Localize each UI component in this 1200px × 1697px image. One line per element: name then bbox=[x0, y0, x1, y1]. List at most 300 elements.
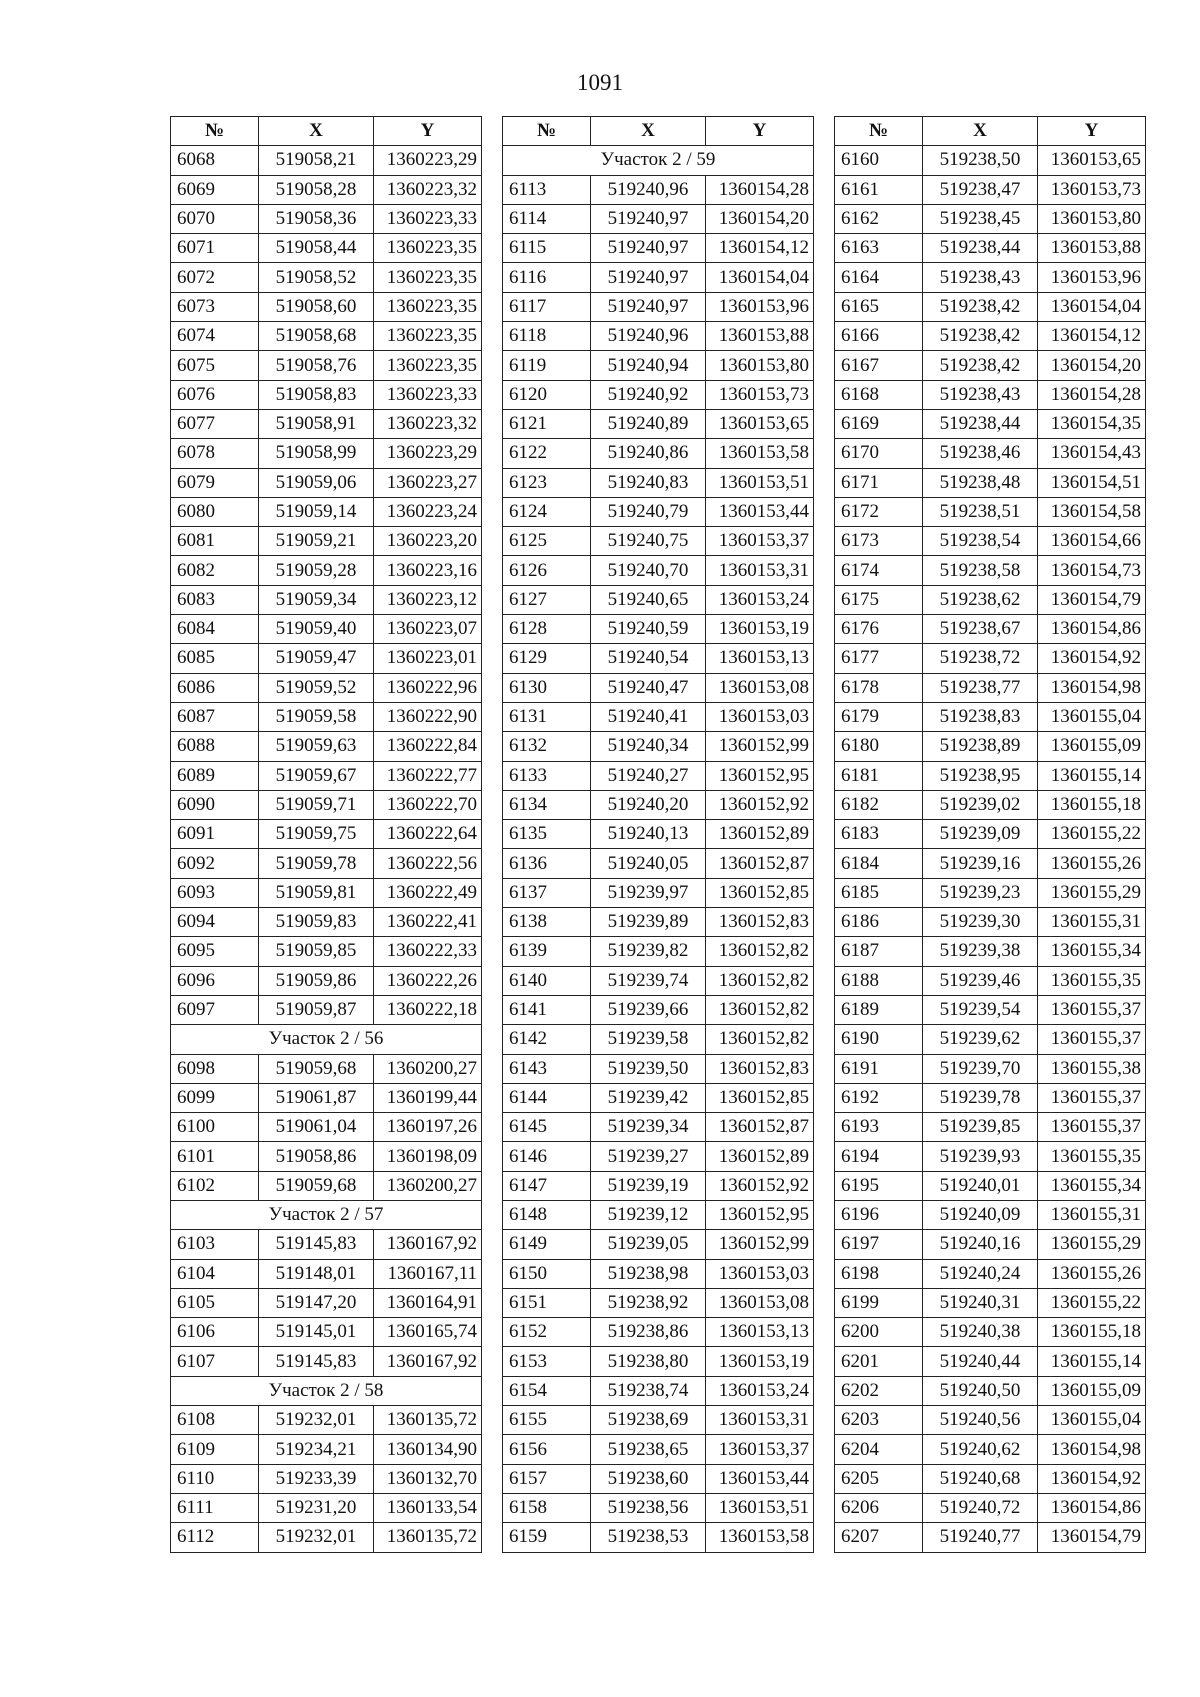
point-number-cell: 6078 bbox=[171, 439, 259, 468]
x-coordinate-cell: 519240,56 bbox=[923, 1406, 1038, 1435]
table-row bbox=[835, 878, 1146, 907]
point-number-cell: 6207 bbox=[835, 1523, 923, 1552]
y-coordinate-cell: 1360165,74 bbox=[374, 1318, 482, 1347]
x-coordinate-cell: 519145,83 bbox=[259, 1230, 374, 1259]
point-number-cell: 6115 bbox=[503, 234, 591, 263]
point-number-cell: 6174 bbox=[835, 556, 923, 585]
y-coordinate-cell: 1360153,03 bbox=[706, 1259, 814, 1288]
point-number-cell: 6137 bbox=[503, 878, 591, 907]
x-coordinate-cell: 519059,14 bbox=[259, 497, 374, 526]
y-coordinate-cell: 1360154,92 bbox=[1038, 644, 1146, 673]
point-number-cell: 6166 bbox=[835, 322, 923, 351]
point-number-cell: 6184 bbox=[835, 849, 923, 878]
table-row bbox=[171, 204, 482, 233]
y-coordinate-cell: 1360153,13 bbox=[706, 1318, 814, 1347]
point-number-cell: 6147 bbox=[503, 1171, 591, 1200]
x-coordinate-cell: 519239,30 bbox=[923, 908, 1038, 937]
table-row bbox=[503, 1083, 814, 1112]
table-row bbox=[171, 1113, 482, 1142]
x-coordinate-cell: 519239,58 bbox=[591, 1025, 706, 1054]
y-coordinate-cell: 1360222,77 bbox=[374, 761, 482, 790]
x-coordinate-cell: 519239,16 bbox=[923, 849, 1038, 878]
y-coordinate-cell: 1360153,44 bbox=[706, 1464, 814, 1493]
x-coordinate-cell: 519239,09 bbox=[923, 820, 1038, 849]
y-coordinate-cell: 1360154,58 bbox=[1038, 497, 1146, 526]
point-number-cell: 6196 bbox=[835, 1200, 923, 1229]
table-row bbox=[835, 673, 1146, 702]
y-coordinate-cell: 1360223,07 bbox=[374, 615, 482, 644]
point-number-cell: 6072 bbox=[171, 263, 259, 292]
x-coordinate-cell: 519239,23 bbox=[923, 878, 1038, 907]
point-number-cell: 6120 bbox=[503, 380, 591, 409]
table-row bbox=[835, 966, 1146, 995]
table-row bbox=[835, 497, 1146, 526]
x-coordinate-cell: 519059,78 bbox=[259, 849, 374, 878]
point-number-cell: 6169 bbox=[835, 409, 923, 438]
x-coordinate-cell: 519059,52 bbox=[259, 673, 374, 702]
x-coordinate-cell: 519238,42 bbox=[923, 292, 1038, 321]
table-body bbox=[503, 146, 814, 1552]
y-coordinate-cell: 1360167,11 bbox=[374, 1259, 482, 1288]
x-coordinate-cell: 519059,21 bbox=[259, 527, 374, 556]
table-row bbox=[503, 468, 814, 497]
point-number-cell: 6081 bbox=[171, 527, 259, 556]
x-coordinate-cell: 519240,54 bbox=[591, 644, 706, 673]
column-header-no: № bbox=[171, 117, 259, 146]
y-coordinate-cell: 1360153,44 bbox=[706, 497, 814, 526]
header-row bbox=[835, 117, 1146, 146]
table-row bbox=[503, 644, 814, 673]
x-coordinate-cell: 519238,77 bbox=[923, 673, 1038, 702]
point-number-cell: 6087 bbox=[171, 702, 259, 731]
table-row bbox=[171, 527, 482, 556]
y-coordinate-cell: 1360153,08 bbox=[706, 1288, 814, 1317]
point-number-cell: 6133 bbox=[503, 761, 591, 790]
point-number-cell: 6139 bbox=[503, 937, 591, 966]
table-row bbox=[171, 1318, 482, 1347]
point-number-cell: 6079 bbox=[171, 468, 259, 497]
column-header-x: X bbox=[591, 117, 706, 146]
table-row bbox=[835, 380, 1146, 409]
x-coordinate-cell: 519240,41 bbox=[591, 702, 706, 731]
y-coordinate-cell: 1360153,73 bbox=[706, 380, 814, 409]
table-row bbox=[835, 468, 1146, 497]
y-coordinate-cell: 1360153,31 bbox=[706, 1406, 814, 1435]
y-coordinate-cell: 1360223,32 bbox=[374, 175, 482, 204]
y-coordinate-cell: 1360153,96 bbox=[706, 292, 814, 321]
y-coordinate-cell: 1360153,19 bbox=[706, 615, 814, 644]
table-row bbox=[171, 292, 482, 321]
y-coordinate-cell: 1360155,37 bbox=[1038, 1025, 1146, 1054]
y-coordinate-cell: 1360200,27 bbox=[374, 1171, 482, 1200]
x-coordinate-cell: 519238,65 bbox=[591, 1435, 706, 1464]
x-coordinate-cell: 519238,44 bbox=[923, 409, 1038, 438]
table-row bbox=[835, 1406, 1146, 1435]
x-coordinate-cell: 519240,38 bbox=[923, 1318, 1038, 1347]
x-coordinate-cell: 519238,74 bbox=[591, 1376, 706, 1405]
point-number-cell: 6107 bbox=[171, 1347, 259, 1376]
x-coordinate-cell: 519240,97 bbox=[591, 204, 706, 233]
point-number-cell: 6156 bbox=[503, 1435, 591, 1464]
point-number-cell: 6104 bbox=[171, 1259, 259, 1288]
table-row bbox=[171, 878, 482, 907]
y-coordinate-cell: 1360153,19 bbox=[706, 1347, 814, 1376]
y-coordinate-cell: 1360153,88 bbox=[1038, 234, 1146, 263]
point-number-cell: 6190 bbox=[835, 1025, 923, 1054]
x-coordinate-cell: 519059,68 bbox=[259, 1054, 374, 1083]
x-coordinate-cell: 519240,70 bbox=[591, 556, 706, 585]
x-coordinate-cell: 519238,62 bbox=[923, 585, 1038, 614]
y-coordinate-cell: 1360223,01 bbox=[374, 644, 482, 673]
y-coordinate-cell: 1360153,24 bbox=[706, 585, 814, 614]
y-coordinate-cell: 1360167,92 bbox=[374, 1230, 482, 1259]
point-number-cell: 6119 bbox=[503, 351, 591, 380]
y-coordinate-cell: 1360153,08 bbox=[706, 673, 814, 702]
table-row bbox=[835, 1318, 1146, 1347]
point-number-cell: 6130 bbox=[503, 673, 591, 702]
section-row bbox=[171, 1200, 482, 1229]
y-coordinate-cell: 1360154,79 bbox=[1038, 585, 1146, 614]
point-number-cell: 6202 bbox=[835, 1376, 923, 1405]
point-number-cell: 6109 bbox=[171, 1435, 259, 1464]
table-row bbox=[171, 263, 482, 292]
page-number: 1091 bbox=[577, 70, 623, 95]
point-number-cell: 6106 bbox=[171, 1318, 259, 1347]
x-coordinate-cell: 519238,58 bbox=[923, 556, 1038, 585]
table-row bbox=[503, 322, 814, 351]
y-coordinate-cell: 1360155,22 bbox=[1038, 820, 1146, 849]
point-number-cell: 6131 bbox=[503, 702, 591, 731]
x-coordinate-cell: 519059,40 bbox=[259, 615, 374, 644]
point-number-cell: 6164 bbox=[835, 263, 923, 292]
x-coordinate-cell: 519240,01 bbox=[923, 1171, 1038, 1200]
point-number-cell: 6192 bbox=[835, 1083, 923, 1112]
point-number-cell: 6069 bbox=[171, 175, 259, 204]
y-coordinate-cell: 1360197,26 bbox=[374, 1113, 482, 1142]
x-coordinate-cell: 519240,86 bbox=[591, 439, 706, 468]
table-row bbox=[503, 1406, 814, 1435]
x-coordinate-cell: 519238,80 bbox=[591, 1347, 706, 1376]
point-number-cell: 6075 bbox=[171, 351, 259, 380]
y-coordinate-cell: 1360154,86 bbox=[1038, 615, 1146, 644]
x-coordinate-cell: 519239,50 bbox=[591, 1054, 706, 1083]
y-coordinate-cell: 1360223,27 bbox=[374, 468, 482, 497]
y-coordinate-cell: 1360155,37 bbox=[1038, 995, 1146, 1024]
table-row bbox=[835, 527, 1146, 556]
table-row bbox=[171, 439, 482, 468]
point-number-cell: 6161 bbox=[835, 175, 923, 204]
table-row bbox=[835, 995, 1146, 1024]
x-coordinate-cell: 519240,44 bbox=[923, 1347, 1038, 1376]
x-coordinate-cell: 519239,70 bbox=[923, 1054, 1038, 1083]
table-row bbox=[171, 966, 482, 995]
x-coordinate-cell: 519238,43 bbox=[923, 263, 1038, 292]
y-coordinate-cell: 1360152,89 bbox=[706, 1142, 814, 1171]
x-coordinate-cell: 519239,05 bbox=[591, 1230, 706, 1259]
x-coordinate-cell: 519240,97 bbox=[591, 234, 706, 263]
x-coordinate-cell: 519058,60 bbox=[259, 292, 374, 321]
y-coordinate-cell: 1360154,98 bbox=[1038, 673, 1146, 702]
header-row bbox=[503, 117, 814, 146]
point-number-cell: 6158 bbox=[503, 1493, 591, 1522]
point-number-cell: 6170 bbox=[835, 439, 923, 468]
table-row bbox=[835, 1025, 1146, 1054]
table-row bbox=[171, 556, 482, 585]
y-coordinate-cell: 1360153,58 bbox=[706, 439, 814, 468]
point-number-cell: 6082 bbox=[171, 556, 259, 585]
y-coordinate-cell: 1360167,92 bbox=[374, 1347, 482, 1376]
table-row bbox=[503, 527, 814, 556]
x-coordinate-cell: 519147,20 bbox=[259, 1288, 374, 1317]
table-row bbox=[835, 1230, 1146, 1259]
x-coordinate-cell: 519145,01 bbox=[259, 1318, 374, 1347]
point-number-cell: 6183 bbox=[835, 820, 923, 849]
table-row bbox=[835, 790, 1146, 819]
y-coordinate-cell: 1360155,31 bbox=[1038, 1200, 1146, 1229]
point-number-cell: 6080 bbox=[171, 497, 259, 526]
point-number-cell: 6086 bbox=[171, 673, 259, 702]
y-coordinate-cell: 1360155,34 bbox=[1038, 937, 1146, 966]
y-coordinate-cell: 1360198,09 bbox=[374, 1142, 482, 1171]
table-row bbox=[503, 732, 814, 761]
column-header-y: Y bbox=[706, 117, 814, 146]
x-coordinate-cell: 519240,34 bbox=[591, 732, 706, 761]
point-number-cell: 6149 bbox=[503, 1230, 591, 1259]
x-coordinate-cell: 519238,50 bbox=[923, 146, 1038, 175]
table-row bbox=[503, 556, 814, 585]
x-coordinate-cell: 519240,05 bbox=[591, 849, 706, 878]
table-row bbox=[171, 1347, 482, 1376]
x-coordinate-cell: 519145,83 bbox=[259, 1347, 374, 1376]
table-row bbox=[503, 995, 814, 1024]
x-coordinate-cell: 519240,16 bbox=[923, 1230, 1038, 1259]
x-coordinate-cell: 519238,86 bbox=[591, 1318, 706, 1347]
table-row bbox=[171, 820, 482, 849]
x-coordinate-cell: 519238,69 bbox=[591, 1406, 706, 1435]
y-coordinate-cell: 1360152,92 bbox=[706, 790, 814, 819]
x-coordinate-cell: 519239,78 bbox=[923, 1083, 1038, 1112]
y-coordinate-cell: 1360155,26 bbox=[1038, 849, 1146, 878]
y-coordinate-cell: 1360222,26 bbox=[374, 966, 482, 995]
header-row bbox=[171, 117, 482, 146]
point-number-cell: 6204 bbox=[835, 1435, 923, 1464]
table-row bbox=[503, 878, 814, 907]
point-number-cell: 6168 bbox=[835, 380, 923, 409]
table-row bbox=[171, 1083, 482, 1112]
point-number-cell: 6071 bbox=[171, 234, 259, 263]
table-row bbox=[835, 322, 1146, 351]
x-coordinate-cell: 519240,94 bbox=[591, 351, 706, 380]
x-coordinate-cell: 519238,45 bbox=[923, 204, 1038, 233]
point-number-cell: 6134 bbox=[503, 790, 591, 819]
x-coordinate-cell: 519239,12 bbox=[591, 1200, 706, 1229]
point-number-cell: 6102 bbox=[171, 1171, 259, 1200]
point-number-cell: 6077 bbox=[171, 409, 259, 438]
table-row bbox=[171, 1435, 482, 1464]
x-coordinate-cell: 519240,65 bbox=[591, 585, 706, 614]
table-row bbox=[835, 1142, 1146, 1171]
point-number-cell: 6126 bbox=[503, 556, 591, 585]
point-number-cell: 6146 bbox=[503, 1142, 591, 1171]
point-number-cell: 6173 bbox=[835, 527, 923, 556]
point-number-cell: 6094 bbox=[171, 908, 259, 937]
y-coordinate-cell: 1360154,28 bbox=[706, 175, 814, 204]
table-row bbox=[503, 234, 814, 263]
y-coordinate-cell: 1360222,64 bbox=[374, 820, 482, 849]
column-header-no: № bbox=[503, 117, 591, 146]
point-number-cell: 6105 bbox=[171, 1288, 259, 1317]
y-coordinate-cell: 1360155,14 bbox=[1038, 1347, 1146, 1376]
point-number-cell: 6096 bbox=[171, 966, 259, 995]
y-coordinate-cell: 1360154,35 bbox=[1038, 409, 1146, 438]
x-coordinate-cell: 519240,59 bbox=[591, 615, 706, 644]
x-coordinate-cell: 519061,04 bbox=[259, 1113, 374, 1142]
table-row bbox=[503, 263, 814, 292]
point-number-cell: 6123 bbox=[503, 468, 591, 497]
table-row bbox=[835, 409, 1146, 438]
x-coordinate-cell: 519058,28 bbox=[259, 175, 374, 204]
section-title: Участок 2 / 56 bbox=[171, 1025, 482, 1054]
point-number-cell: 6124 bbox=[503, 497, 591, 526]
point-number-cell: 6070 bbox=[171, 204, 259, 233]
point-number-cell: 6171 bbox=[835, 468, 923, 497]
table-row bbox=[171, 1464, 482, 1493]
y-coordinate-cell: 1360199,44 bbox=[374, 1083, 482, 1112]
table-row bbox=[835, 1288, 1146, 1317]
y-coordinate-cell: 1360222,18 bbox=[374, 995, 482, 1024]
x-coordinate-cell: 519238,83 bbox=[923, 702, 1038, 731]
x-coordinate-cell: 519239,42 bbox=[591, 1083, 706, 1112]
table-row bbox=[171, 1142, 482, 1171]
point-number-cell: 6159 bbox=[503, 1523, 591, 1552]
y-coordinate-cell: 1360135,72 bbox=[374, 1523, 482, 1552]
table-row bbox=[835, 820, 1146, 849]
table-row bbox=[171, 937, 482, 966]
table-row bbox=[171, 732, 482, 761]
table-row bbox=[503, 1230, 814, 1259]
table-row bbox=[503, 497, 814, 526]
x-coordinate-cell: 519234,21 bbox=[259, 1435, 374, 1464]
point-number-cell: 6085 bbox=[171, 644, 259, 673]
y-coordinate-cell: 1360152,82 bbox=[706, 937, 814, 966]
point-number-cell: 6193 bbox=[835, 1113, 923, 1142]
y-coordinate-cell: 1360155,35 bbox=[1038, 966, 1146, 995]
table-row bbox=[835, 1376, 1146, 1405]
table-row bbox=[835, 439, 1146, 468]
table-row bbox=[835, 234, 1146, 263]
table-row bbox=[835, 849, 1146, 878]
table-row bbox=[503, 585, 814, 614]
x-coordinate-cell: 519240,09 bbox=[923, 1200, 1038, 1229]
x-coordinate-cell: 519240,24 bbox=[923, 1259, 1038, 1288]
point-number-cell: 6145 bbox=[503, 1113, 591, 1142]
y-coordinate-cell: 1360152,85 bbox=[706, 1083, 814, 1112]
point-number-cell: 6177 bbox=[835, 644, 923, 673]
column-header-y: Y bbox=[1038, 117, 1146, 146]
table-row bbox=[171, 849, 482, 878]
point-number-cell: 6155 bbox=[503, 1406, 591, 1435]
x-coordinate-cell: 519058,91 bbox=[259, 409, 374, 438]
table-row bbox=[171, 1493, 482, 1522]
table-row bbox=[835, 908, 1146, 937]
x-coordinate-cell: 519059,63 bbox=[259, 732, 374, 761]
y-coordinate-cell: 1360154,98 bbox=[1038, 1435, 1146, 1464]
x-coordinate-cell: 519059,85 bbox=[259, 937, 374, 966]
table-row bbox=[171, 790, 482, 819]
y-coordinate-cell: 1360154,12 bbox=[1038, 322, 1146, 351]
point-number-cell: 6136 bbox=[503, 849, 591, 878]
x-coordinate-cell: 519058,83 bbox=[259, 380, 374, 409]
point-number-cell: 6110 bbox=[171, 1464, 259, 1493]
x-coordinate-cell: 519240,97 bbox=[591, 292, 706, 321]
table-row bbox=[835, 1171, 1146, 1200]
y-coordinate-cell: 1360222,70 bbox=[374, 790, 482, 819]
table-row bbox=[835, 937, 1146, 966]
y-coordinate-cell: 1360154,79 bbox=[1038, 1523, 1146, 1552]
y-coordinate-cell: 1360155,29 bbox=[1038, 878, 1146, 907]
x-coordinate-cell: 519058,68 bbox=[259, 322, 374, 351]
point-number-cell: 6150 bbox=[503, 1259, 591, 1288]
x-coordinate-cell: 519240,77 bbox=[923, 1523, 1038, 1552]
table-row bbox=[503, 1464, 814, 1493]
y-coordinate-cell: 1360155,14 bbox=[1038, 761, 1146, 790]
point-number-cell: 6152 bbox=[503, 1318, 591, 1347]
x-coordinate-cell: 519240,97 bbox=[591, 263, 706, 292]
point-number-cell: 6154 bbox=[503, 1376, 591, 1405]
section-row bbox=[171, 1376, 482, 1405]
y-coordinate-cell: 1360222,84 bbox=[374, 732, 482, 761]
x-coordinate-cell: 519059,47 bbox=[259, 644, 374, 673]
y-coordinate-cell: 1360153,58 bbox=[706, 1523, 814, 1552]
point-number-cell: 6201 bbox=[835, 1347, 923, 1376]
x-coordinate-cell: 519239,62 bbox=[923, 1025, 1038, 1054]
point-number-cell: 6076 bbox=[171, 380, 259, 409]
y-coordinate-cell: 1360222,41 bbox=[374, 908, 482, 937]
point-number-cell: 6121 bbox=[503, 409, 591, 438]
x-coordinate-cell: 519059,68 bbox=[259, 1171, 374, 1200]
table-row bbox=[503, 1523, 814, 1552]
y-coordinate-cell: 1360223,20 bbox=[374, 527, 482, 556]
y-coordinate-cell: 1360155,18 bbox=[1038, 790, 1146, 819]
y-coordinate-cell: 1360223,33 bbox=[374, 204, 482, 233]
x-coordinate-cell: 519238,51 bbox=[923, 497, 1038, 526]
y-coordinate-cell: 1360222,49 bbox=[374, 878, 482, 907]
table-row bbox=[171, 1523, 482, 1552]
table-row bbox=[171, 644, 482, 673]
x-coordinate-cell: 519240,75 bbox=[591, 527, 706, 556]
x-coordinate-cell: 519239,97 bbox=[591, 878, 706, 907]
x-coordinate-cell: 519238,60 bbox=[591, 1464, 706, 1493]
point-number-cell: 6118 bbox=[503, 322, 591, 351]
table-row bbox=[503, 351, 814, 380]
x-coordinate-cell: 519059,06 bbox=[259, 468, 374, 497]
x-coordinate-cell: 519239,85 bbox=[923, 1113, 1038, 1142]
x-coordinate-cell: 519240,96 bbox=[591, 175, 706, 204]
y-coordinate-cell: 1360153,73 bbox=[1038, 175, 1146, 204]
point-number-cell: 6113 bbox=[503, 175, 591, 204]
table-row bbox=[835, 761, 1146, 790]
y-coordinate-cell: 1360152,82 bbox=[706, 995, 814, 1024]
y-coordinate-cell: 1360223,35 bbox=[374, 263, 482, 292]
x-coordinate-cell: 519059,83 bbox=[259, 908, 374, 937]
table-row bbox=[171, 497, 482, 526]
point-number-cell: 6179 bbox=[835, 702, 923, 731]
section-row bbox=[503, 146, 814, 175]
y-coordinate-cell: 1360154,51 bbox=[1038, 468, 1146, 497]
point-number-cell: 6144 bbox=[503, 1083, 591, 1112]
y-coordinate-cell: 1360152,92 bbox=[706, 1171, 814, 1200]
table-row bbox=[835, 585, 1146, 614]
